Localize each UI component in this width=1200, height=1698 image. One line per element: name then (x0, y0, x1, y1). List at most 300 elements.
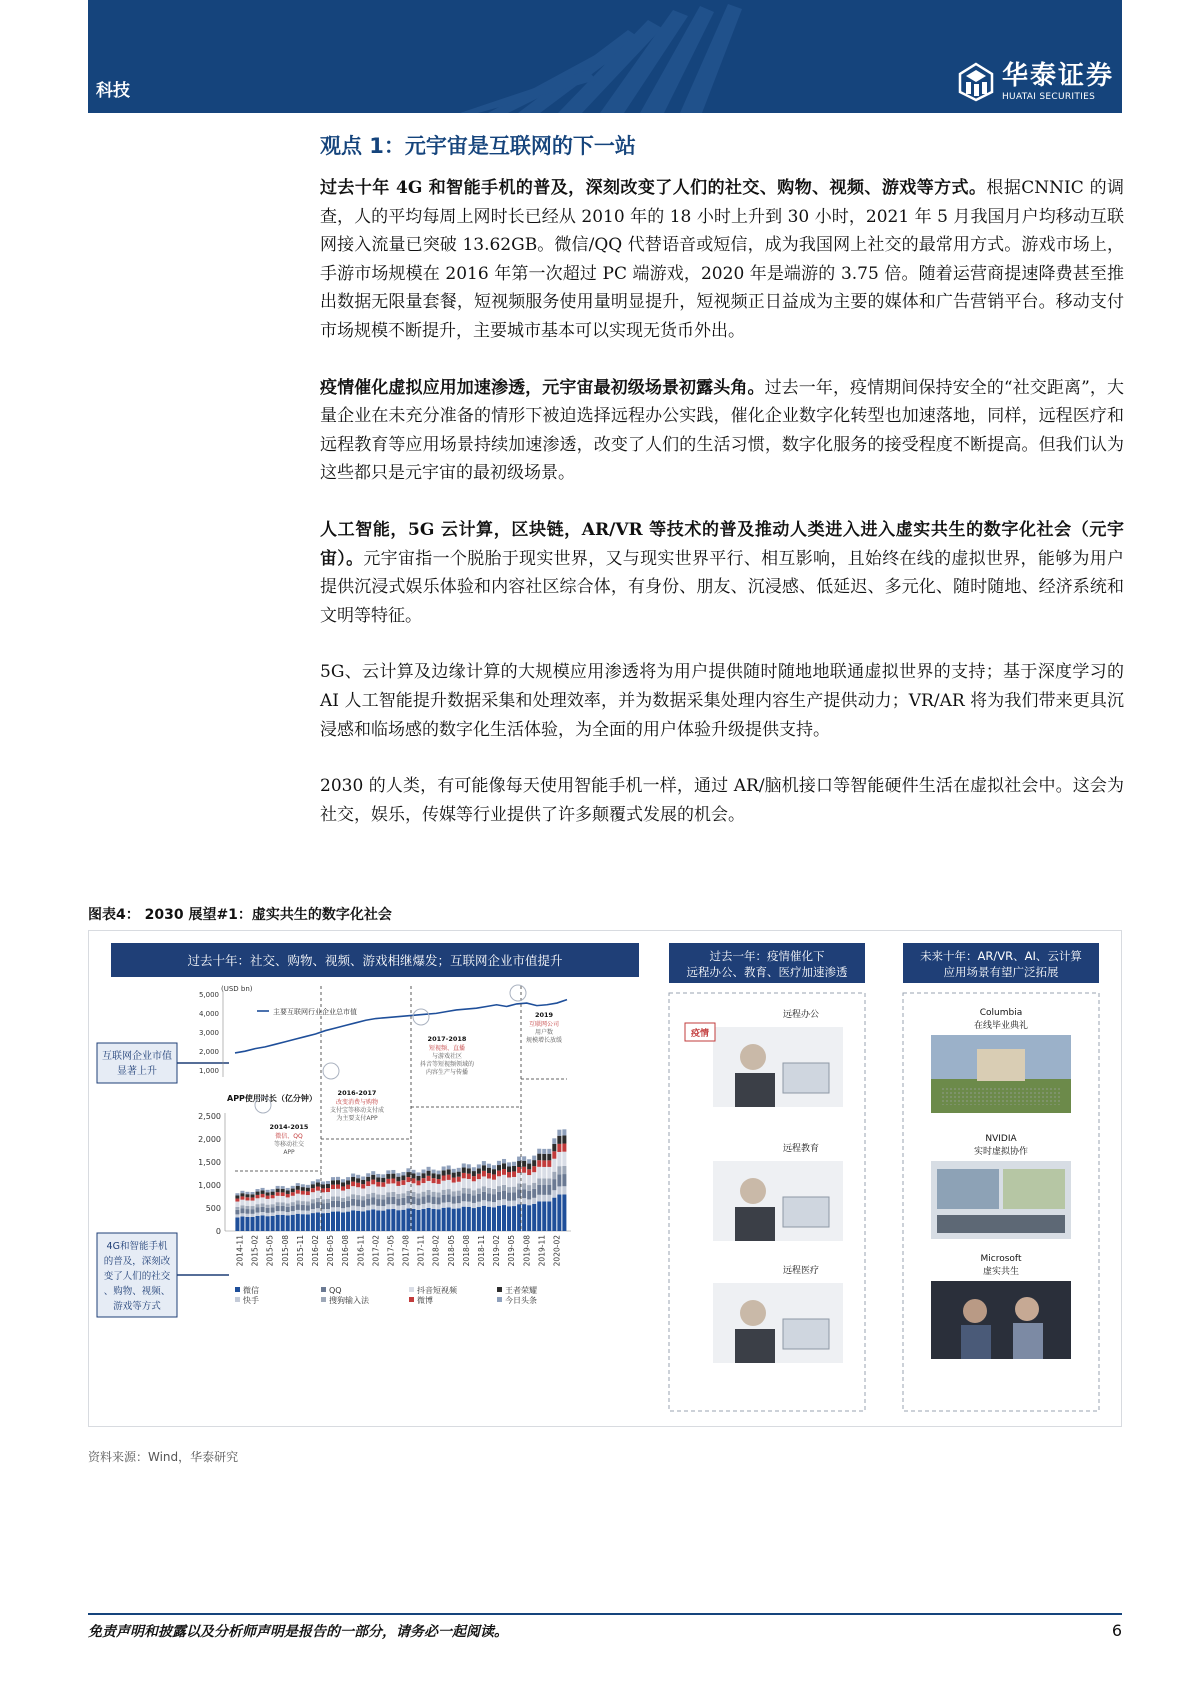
bar-segment (467, 1179, 471, 1188)
callout-years: 2016-2017 (337, 1089, 377, 1097)
bar-segment (271, 1208, 275, 1213)
bar-segment (321, 1199, 325, 1203)
bar-segment (537, 1178, 541, 1185)
bar-segment (361, 1211, 365, 1231)
bar-segment (557, 1130, 561, 1136)
paragraph-5 (320, 772, 1124, 829)
bar-segment (281, 1196, 285, 1202)
bar-segment (366, 1173, 370, 1176)
bar-segment (492, 1174, 496, 1179)
bar-segment (346, 1180, 350, 1184)
bar-segment (502, 1185, 506, 1191)
bar-segment (487, 1178, 491, 1187)
photo-screen-b (1003, 1169, 1065, 1209)
bar-segment (245, 1206, 249, 1209)
bar-segment (537, 1185, 541, 1195)
bar-segment (371, 1171, 375, 1175)
bar-segment (321, 1203, 325, 1209)
bar-segment (245, 1209, 249, 1214)
line-ylabel: (USD bn) (221, 985, 253, 993)
bar-segment (266, 1216, 270, 1231)
bar-segment (462, 1163, 466, 1167)
bar-segment (477, 1188, 481, 1193)
bar-segment (391, 1192, 395, 1197)
bar-ytick-label: 500 (205, 1204, 221, 1213)
bar-segment (286, 1194, 290, 1197)
bar-segment (266, 1199, 270, 1205)
bar-segment (351, 1186, 355, 1194)
bar-segment (537, 1149, 541, 1154)
callout-line: 为主要支付APP (336, 1115, 378, 1122)
bar-segment (396, 1194, 400, 1199)
figure-panel (88, 930, 1122, 1427)
bar-segment (416, 1185, 420, 1193)
banner-mid-text-2: 远程办公、教育、医疗加速渗透 (686, 965, 848, 979)
bar-segment (291, 1202, 295, 1206)
bar-segment (256, 1213, 260, 1216)
callout-line: 内容生产与传播 (425, 1069, 469, 1076)
bar-ytick-label: 2,000 (198, 1135, 221, 1144)
bar-segment (437, 1179, 441, 1184)
bar-segment (341, 1186, 345, 1190)
bar-segment (271, 1216, 275, 1231)
bar-segment (542, 1160, 546, 1167)
bar-segment (366, 1186, 370, 1194)
bar-segment (442, 1190, 446, 1195)
bar-segment (422, 1178, 426, 1183)
bar-segment (391, 1183, 395, 1192)
bar-segment (361, 1177, 365, 1180)
bar-segment (457, 1196, 461, 1204)
side-box-4g-line: 4G和智能手机 (106, 1241, 168, 1252)
bar-segment (356, 1175, 360, 1178)
photo-building (977, 1049, 1025, 1081)
bar-segment (366, 1194, 370, 1199)
bar-segment (261, 1212, 265, 1215)
bar-segment (296, 1183, 300, 1186)
bar-segment (547, 1160, 551, 1167)
bar-segment (281, 1211, 285, 1215)
line-legend-label: 主要互联网行业企业总市值 (273, 1008, 357, 1016)
bar-segment (482, 1176, 486, 1186)
bar-segment (301, 1187, 305, 1191)
bar-segment (276, 1211, 280, 1215)
bar-segment (542, 1185, 546, 1195)
bar-segment (406, 1168, 410, 1172)
bar-segment (552, 1198, 556, 1231)
bar-segment (467, 1202, 471, 1207)
photo-body-a (961, 1325, 991, 1359)
bar-segment (537, 1154, 541, 1161)
bar-segment (396, 1173, 400, 1176)
bar-segment (542, 1154, 546, 1161)
bar-segment (472, 1181, 476, 1190)
bar-segment (432, 1192, 436, 1197)
bar-segment (271, 1192, 275, 1195)
bar-segment (261, 1215, 265, 1231)
bar-segment (562, 1144, 566, 1152)
bar-segment (336, 1207, 340, 1211)
bar-segment (311, 1199, 315, 1203)
bar-segment (366, 1181, 370, 1186)
page-number: 6 (1111, 1621, 1122, 1640)
bar-segment (371, 1193, 375, 1198)
bar-segment (457, 1203, 461, 1208)
bar-segment (522, 1204, 526, 1231)
bar-segment (326, 1188, 330, 1192)
bar-segment (276, 1202, 280, 1206)
bar-xtick-label: 2015-08 (280, 1235, 290, 1267)
bar-segment (271, 1213, 275, 1216)
bar-segment (477, 1202, 481, 1207)
bar-segment (256, 1198, 260, 1204)
bar-segment (391, 1209, 395, 1231)
bar-segment (401, 1180, 405, 1185)
bar-segment (477, 1174, 481, 1179)
paragraph-2 (320, 374, 1124, 488)
bar-segment (401, 1205, 405, 1210)
bar-segment (542, 1149, 546, 1154)
bar-segment (512, 1171, 516, 1177)
bar-segment (487, 1164, 491, 1168)
bar-segment (261, 1197, 265, 1203)
bar-segment (271, 1195, 275, 1198)
bar-segment (376, 1182, 380, 1187)
bar-segment (296, 1204, 300, 1210)
bar-segment (477, 1168, 481, 1173)
bar-segment (306, 1205, 310, 1211)
bar-segment (311, 1209, 315, 1213)
bar-segment (356, 1206, 360, 1210)
bar-segment (507, 1206, 511, 1231)
bar-segment (522, 1173, 526, 1183)
paragraph-1-body: 根据CNNIC 的调查，人的平均每周上网时长已经从 2010 年的 18 小时上升到 30 小时，2021 年 5 月我国月户均移动互联网接入流量已突破 13.62GB。微信/QQ 代替语音或短信，成为我国网上社交的最常用方式。游戏市场上，手游市场规模在 2016 年第一次超过 PC 端游戏，2020 年是端游的 3.75 倍。随着运营商提速降费甚至推出数据无限量套餐，短视频服务使用量明显提升，短视频正日益成为主要的媒体和广告营销平台。移动支付市场规模不断提升，主要城市基本可以实现无货币外出。 (320, 178, 1124, 341)
bar-legend-label: 微博 (417, 1296, 433, 1305)
bar-segment (336, 1184, 340, 1188)
bar-segment (492, 1169, 496, 1174)
mid-photo-device (783, 1063, 829, 1093)
bar-segment (482, 1192, 486, 1200)
bar-legend-label: 搜狗输入法 (329, 1296, 369, 1305)
bar-segment (562, 1152, 566, 1166)
bar-segment (240, 1200, 244, 1206)
bar-segment (301, 1191, 305, 1195)
bar-segment (306, 1214, 310, 1231)
bar-segment (235, 1202, 239, 1207)
bar-segment (557, 1195, 561, 1231)
bar-segment (336, 1189, 340, 1197)
bar-segment (427, 1208, 431, 1231)
right-item-desc: 在线毕业典礼 (973, 1021, 1029, 1031)
bar-segment (301, 1210, 305, 1214)
bar-segment (311, 1203, 315, 1209)
bar-segment (326, 1192, 330, 1199)
bar-segment (497, 1165, 501, 1171)
bar-segment (472, 1190, 476, 1195)
callout-years: 2014-2015 (269, 1123, 309, 1131)
bar-legend-swatch (409, 1297, 414, 1302)
callout-line: 短视频、直播 (428, 1045, 466, 1052)
bar-segment (321, 1209, 325, 1213)
paragraph-5-body: 2030 的人类，有可能像每天使用智能手机一样，通过 AR/脑机接口等智能硬件生活在虚拟社会中。这会为社交，娱乐，传媒等行业提供了许多颠覆式发展的机会。 (320, 776, 1124, 825)
bar-segment (512, 1192, 516, 1200)
line-ytick-label: 5,000 (198, 991, 219, 999)
bar-segment (507, 1166, 511, 1171)
bar-ytick-label: 0 (215, 1227, 221, 1236)
bar-segment (306, 1185, 310, 1188)
bar-segment (432, 1178, 436, 1183)
bar-segment (376, 1206, 380, 1211)
bar-segment (256, 1192, 260, 1195)
bar-segment (517, 1157, 521, 1161)
bar-segment (507, 1187, 511, 1192)
bar-segment (406, 1196, 410, 1204)
bar-segment (346, 1197, 350, 1201)
bar-segment (422, 1209, 426, 1231)
callout-icon (510, 985, 526, 1001)
mid-photo-person-head (740, 1300, 766, 1326)
brand-name-cn: 华泰证券 (1001, 60, 1114, 91)
bar-segment (527, 1191, 531, 1200)
bar-ytick-label: 1,500 (198, 1158, 221, 1167)
callout-line: 用户数 (534, 1029, 554, 1036)
bar-segment (437, 1174, 441, 1179)
bar-segment (311, 1213, 315, 1231)
bar-segment (245, 1194, 249, 1197)
bar-segment (422, 1204, 426, 1209)
bar-segment (396, 1186, 400, 1194)
main-content (320, 130, 1124, 857)
bar-segment (351, 1177, 355, 1182)
bar-segment (492, 1180, 496, 1189)
bar-segment (311, 1192, 315, 1199)
banner-right-text-1: 未来十年：AR/VR、AI、云计算 (920, 949, 1082, 963)
bar-segment (291, 1196, 295, 1202)
bar-segment (351, 1199, 355, 1206)
bar-segment (346, 1177, 350, 1180)
bar-segment (537, 1167, 541, 1179)
bar-segment (522, 1167, 526, 1173)
bar-segment (427, 1171, 431, 1176)
bar-legend-label: 王者荣耀 (505, 1286, 537, 1295)
bar-segment (482, 1200, 486, 1206)
bar-segment (245, 1197, 249, 1200)
bar-segment (311, 1184, 315, 1188)
bar-segment (432, 1173, 436, 1178)
bar-segment (396, 1210, 400, 1231)
bar-segment (235, 1199, 239, 1202)
bar-segment (507, 1201, 511, 1206)
bar-segment (557, 1174, 561, 1186)
bar-segment (321, 1181, 325, 1184)
bar-segment (452, 1204, 456, 1209)
bar-segment (502, 1205, 506, 1231)
bar-xtick-label: 2019-11 (537, 1235, 547, 1267)
bar-segment (427, 1190, 431, 1195)
bar-segment (311, 1181, 315, 1184)
bar-segment (462, 1188, 466, 1193)
bar-segment (386, 1204, 390, 1209)
bar-segment (356, 1211, 360, 1231)
bar-segment (250, 1201, 254, 1206)
bar-segment (356, 1195, 360, 1199)
bar-segment (316, 1202, 320, 1208)
bar-segment (316, 1187, 320, 1191)
bar-segment (391, 1170, 395, 1174)
bar-segment (381, 1178, 385, 1183)
banner-mid-text-1: 过去一年：疫情催化下 (709, 949, 825, 963)
photo-person-b (1015, 1297, 1039, 1321)
bar-segment (411, 1197, 415, 1204)
bar-segment (411, 1178, 415, 1183)
bar-segment (266, 1190, 270, 1192)
bar-segment (306, 1188, 310, 1192)
bar-segment (427, 1176, 431, 1181)
bar-segment (240, 1213, 244, 1216)
bar-segment (452, 1209, 456, 1231)
bar-xtick-label: 2018-08 (461, 1235, 471, 1267)
bar-segment (497, 1206, 501, 1231)
paragraph-1-lead: 过去十年 4G 和智能手机的普及，深刻改变了人们的社交、购物、视频、游戏等方式。 (320, 178, 987, 198)
mid-photo-person-body (735, 1073, 775, 1107)
bar-segment (296, 1194, 300, 1201)
bar-segment (552, 1179, 556, 1190)
photo-screen-c (937, 1215, 1065, 1233)
bar-segment (326, 1181, 330, 1184)
paragraph-3-lead: 人工智能，5G 云计算，区块链，AR/VR 等技术的普及推动人类进入进入虚实共生的数字化社会（元宇宙）。 (320, 519, 1124, 569)
bar-segment (326, 1199, 330, 1203)
bar-segment (250, 1209, 254, 1214)
bar-segment (286, 1215, 290, 1231)
bar-segment (296, 1200, 300, 1204)
bar-segment (276, 1206, 280, 1211)
bar-segment (291, 1189, 295, 1193)
bar-segment (452, 1178, 456, 1183)
bar-segment (306, 1211, 310, 1215)
bar-segment (467, 1168, 471, 1173)
bar-segment (261, 1194, 265, 1197)
bar-segment (462, 1178, 466, 1187)
paragraph-3-body: 元宇宙指一个脱胎于现实世界，又与现实世界平行、相互影响，且始终在线的虚拟世界，能够为用户提供沉浸式娱乐体验和内容社区综合体，有身份、朋友、沉浸感、低延迟、多元化、随时随地、经济系统和文明等特征。 (320, 548, 1125, 626)
bar-segment (457, 1177, 461, 1182)
paragraph-2-body: 过去一年，疫情期间保持安全的“社交距离”，大量企业在未充分准备的情形下被迫选择远程办公实践，催化企业数字化转型也加速落地，同样，远程医疗和远程教育等应用场景持续加速渗透，改变了人们的生活习惯，数字化服务的接受程度不断提高。但我们认为这些都只是元宇宙的最初级场景。 (320, 377, 1125, 484)
bar-segment (542, 1167, 546, 1178)
bar-segment (462, 1193, 466, 1201)
bar-segment (557, 1152, 561, 1166)
bar-segment (562, 1129, 566, 1135)
side-box-market-cap (97, 1043, 177, 1083)
bar-segment (331, 1207, 335, 1211)
mid-photo-person-head (740, 1044, 766, 1070)
bar-segment (537, 1195, 541, 1202)
bar-segment (522, 1183, 526, 1189)
bar-segment (452, 1169, 456, 1173)
bar-segment (542, 1201, 546, 1231)
bar-segment (487, 1207, 491, 1231)
bar-segment (502, 1199, 506, 1205)
bar-segment (452, 1196, 456, 1203)
bar-segment (371, 1205, 375, 1210)
bar-segment (437, 1184, 441, 1192)
bar-segment (532, 1172, 536, 1183)
bar-segment (502, 1159, 506, 1163)
bar-segment (542, 1195, 546, 1202)
bar-segment (406, 1203, 410, 1208)
bar-segment (250, 1194, 254, 1197)
bar-segment (411, 1204, 415, 1209)
bar-legend-label: 微信 (243, 1286, 259, 1295)
bar-segment (331, 1177, 335, 1180)
callout-line: 抖音等短视频领域的 (419, 1061, 475, 1068)
bar-segment (341, 1179, 345, 1182)
brand-name-en: HUATAI SECURITIES (1001, 91, 1096, 102)
bar-segment (240, 1217, 244, 1231)
bar-segment (532, 1189, 536, 1198)
bar-segment (477, 1164, 481, 1168)
bar-segment (502, 1169, 506, 1175)
bar-segment (406, 1208, 410, 1231)
bar-segment (422, 1183, 426, 1192)
bar-segment (401, 1172, 405, 1176)
bar-segment (281, 1186, 285, 1189)
bar-legend-swatch (409, 1287, 414, 1292)
bar-legend-swatch (321, 1297, 326, 1302)
bar-segment (462, 1168, 466, 1173)
bar-segment (316, 1179, 320, 1182)
page-header (88, 0, 1122, 113)
bar-segment (416, 1181, 420, 1186)
bar-segment (366, 1210, 370, 1231)
bar-segment (361, 1188, 365, 1196)
bar-segment (276, 1186, 280, 1189)
bar-segment (482, 1165, 486, 1171)
bar-segment (346, 1189, 350, 1197)
bar-segment (336, 1196, 340, 1200)
photo-crowd (941, 1087, 1061, 1105)
bar-segment (437, 1209, 441, 1231)
bar-segment (517, 1198, 521, 1204)
bar-segment (467, 1188, 471, 1193)
bar-segment (245, 1214, 249, 1217)
bar-segment (336, 1177, 340, 1180)
bar-segment (472, 1195, 476, 1203)
bar-xtick-label: 2016-11 (356, 1235, 366, 1267)
bar-segment (532, 1156, 536, 1161)
bar-segment (557, 1166, 561, 1174)
right-item-brand: NVIDIA (985, 1134, 1017, 1144)
bar-segment (401, 1185, 405, 1193)
bar-xtick-label: 2015-02 (250, 1235, 260, 1267)
bar-segment (296, 1210, 300, 1214)
bar-segment (447, 1169, 451, 1174)
bar-segment (512, 1206, 516, 1231)
bar-segment (532, 1160, 536, 1166)
callout-line: 等移动社交 (273, 1141, 305, 1148)
bar-xtick-label: 2019-05 (507, 1235, 517, 1267)
bar-segment (381, 1182, 385, 1187)
bar-segment (361, 1196, 365, 1200)
bar-segment (331, 1180, 335, 1184)
bar-segment (447, 1202, 451, 1207)
bar-segment (462, 1173, 466, 1178)
bar-segment (487, 1173, 491, 1178)
bar-segment (235, 1193, 239, 1195)
bar-segment (301, 1205, 305, 1211)
bar-segment (432, 1209, 436, 1231)
paragraph-1 (320, 174, 1124, 346)
bar-segment (437, 1171, 441, 1175)
bar-segment (361, 1200, 365, 1207)
